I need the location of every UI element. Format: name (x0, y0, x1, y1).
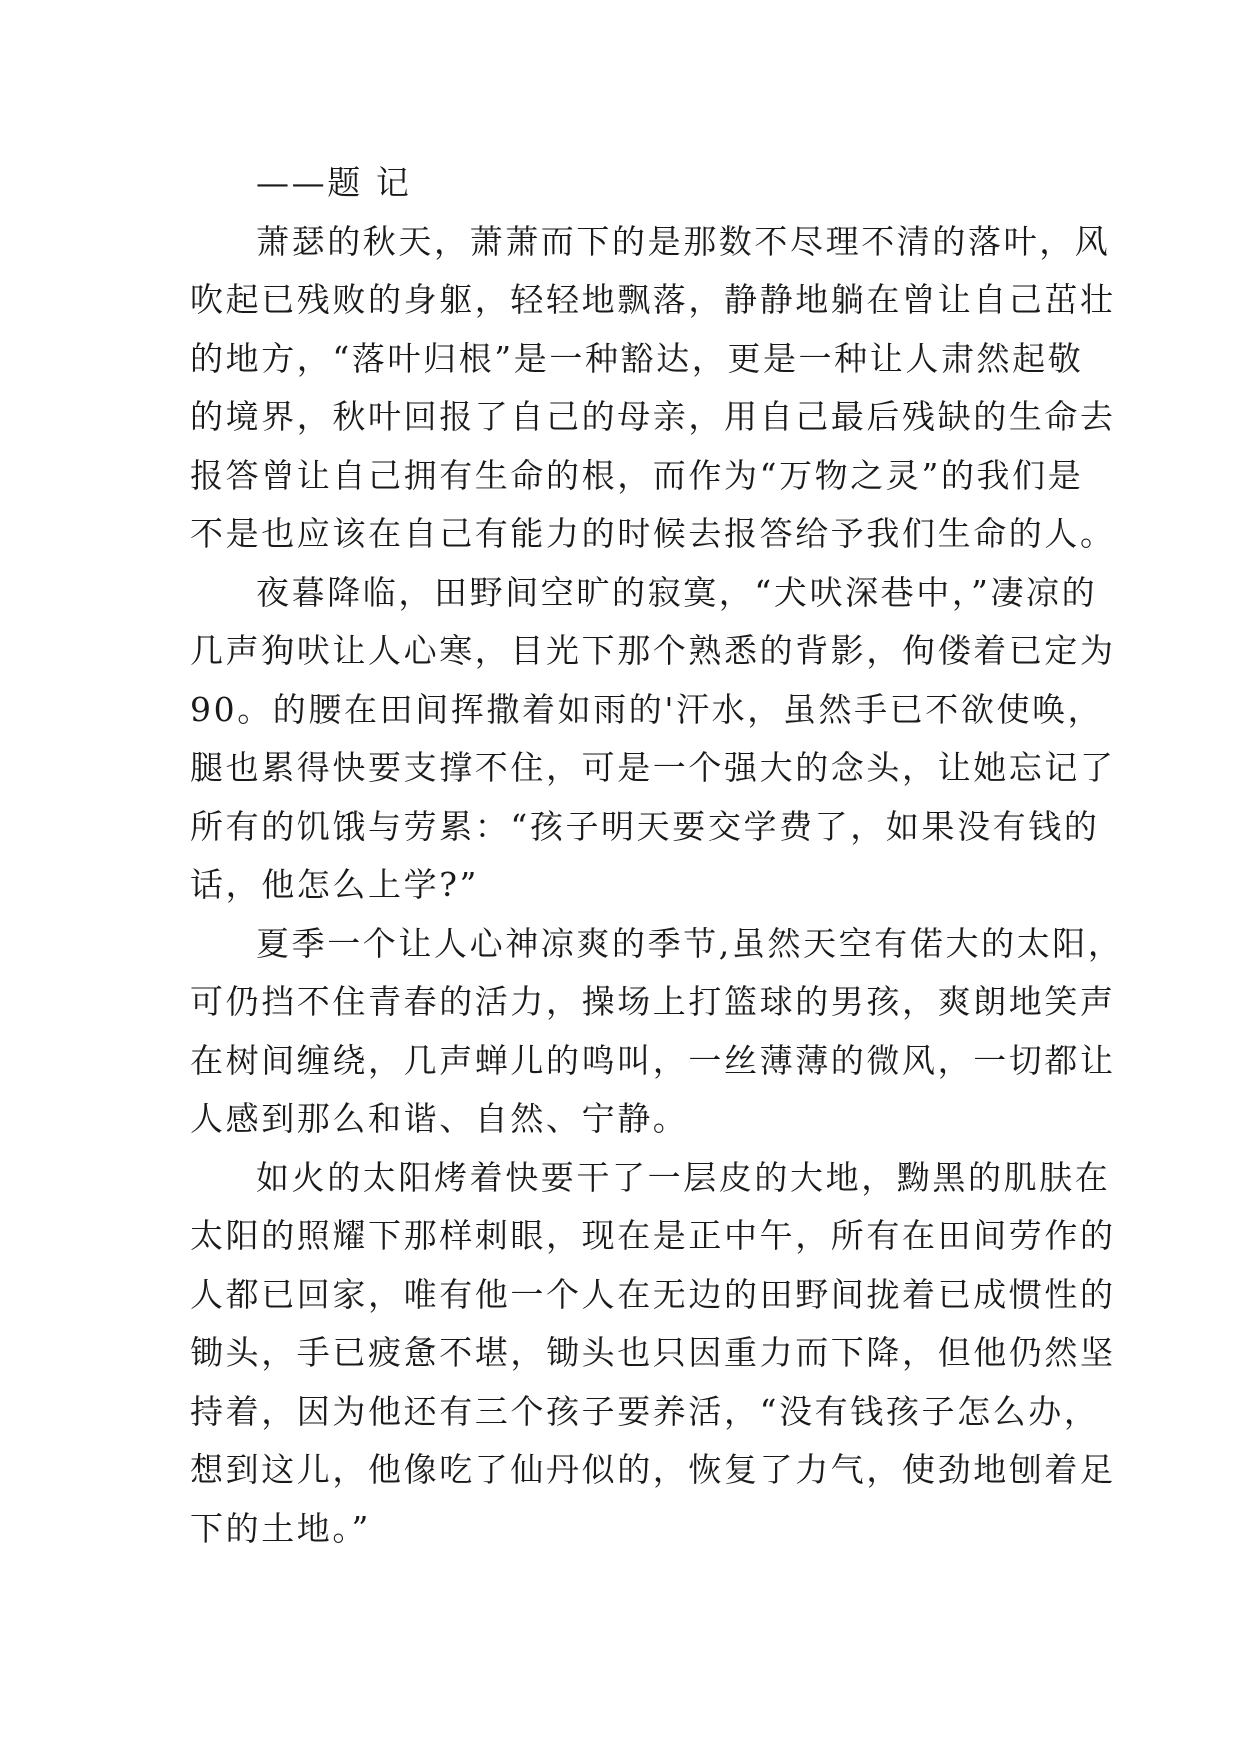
text-line: 萧瑟的秋天，萧萧而下的是那数不尽理不清的落叶，风 (256, 221, 1111, 261)
text-line: 想到这儿，他像吃了仙丹似的，恢复了力气，使劲地刨着足 (190, 1450, 1116, 1489)
text-line: 夏季一个让人心神凉爽的季节,虽然天空有偌大的太阳， (256, 923, 1124, 963)
text-line: 在树间缠绕，几声蝉儿的鸣叫，一丝薄薄的微风，一切都让 (190, 1040, 1116, 1080)
text-line: 报答曾让自己拥有生命的根，而作为“万物之灵”的我们是 (190, 455, 1084, 495)
text-line: 太阳的照耀下那样刺眼，现在是正中午，所有在田间劳作的 (190, 1216, 1116, 1255)
text-line: 人感到那么和谐、自然、宁静。 (190, 1099, 689, 1138)
text-line: 90。的腰在田间挥撒着如雨的'汗水，虽然手已不欲使唤， (190, 689, 1104, 729)
text-line: 吹起已残败的身躯，轻轻地飘落，静静地躺在曾让自己茁壮 (190, 280, 1116, 319)
document-body (190, 154, 1124, 1558)
text-line: 夜暮降临，田野间空旷的寂寞，“犬吠深巷中，”凄凉的 (256, 572, 1098, 612)
text-line: 几声狗吠让人心寒，目光下那个熟悉的背影，佝偻着已定为 (190, 631, 1116, 670)
text-line: 可仍挡不住青春的活力，操场上打篮球的男孩，爽朗地笑声 (190, 982, 1116, 1021)
text-line: 话，他怎么上学?” (190, 865, 479, 904)
text-line: 的境界，秋叶回报了自己的母亲，用自己最后残缺的生命去 (190, 397, 1116, 436)
text-line: 人都已回家，唯有他一个人在无边的田野间拢着已成惯性的 (190, 1274, 1116, 1314)
text-line: 下的土地。” (190, 1508, 371, 1548)
text-line: 如火的太阳烤着快要干了一层皮的大地，黝黑的肌肤在 (256, 1157, 1111, 1197)
text-line: 锄头，手已疲惫不堪，锄头也只因重力而下降，但他仍然坚 (190, 1333, 1116, 1372)
text-line: 的地方，“落叶归根”是一种豁达，更是一种让人肃然起敬 (190, 338, 1084, 378)
text-line: 持着，因为他还有三个孩子要养活，“没有钱孩子怎么办， (190, 1391, 1100, 1431)
text-line: 所有的饥饿与劳累：“孩子明天要交学费了，如果没有钱的 (190, 806, 1100, 846)
text-line: 不是也应该在自己有能力的时候去报答给予我们生命的人。 (190, 514, 1116, 553)
text-line: ——题 记 (256, 163, 412, 202)
text-line: 腿也累得快要支撑不住，可是一个强大的念头，让她忘记了 (190, 748, 1116, 787)
